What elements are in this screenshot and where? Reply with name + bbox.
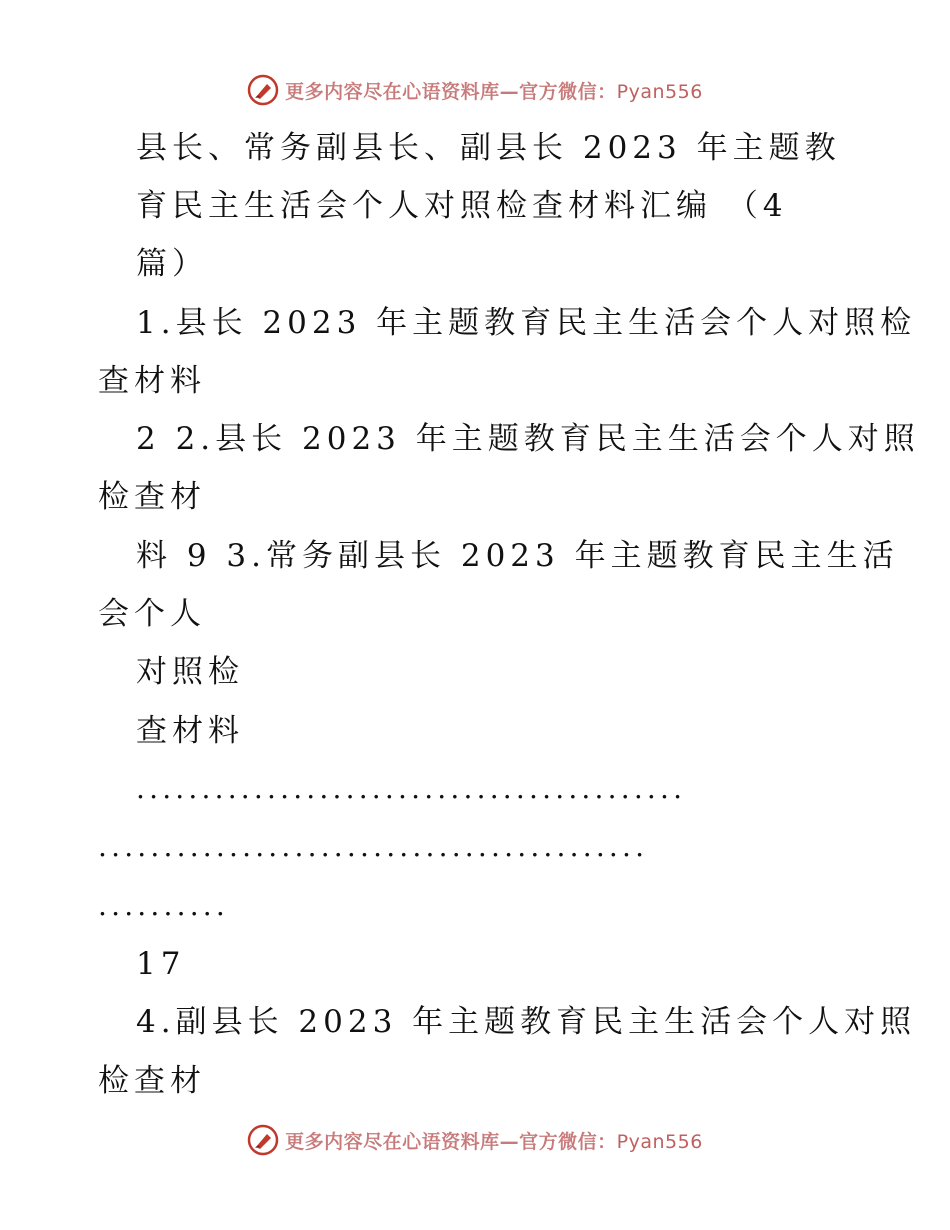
toc-item-4-cont: 检查材 bbox=[98, 1063, 206, 1099]
toc-leader-dots-2: .......................................... bbox=[98, 830, 649, 863]
wechat-id: Pyan556 bbox=[616, 1130, 703, 1153]
toc-item-4: 4.副县长 2023 年主题教育民主生活会个人对照 bbox=[136, 1004, 917, 1040]
footer-watermark-banner bbox=[0, 1120, 950, 1160]
wechat-id: Pyan556 bbox=[616, 80, 703, 103]
toc-page-number: 17 bbox=[136, 946, 186, 982]
banner-text: 更多内容尽在心语资料库—官方微信：Pyan556 bbox=[285, 80, 703, 103]
toc-item-3-cont: 会个人 bbox=[98, 596, 206, 632]
toc-item-3-cont-2: 对照检 bbox=[136, 654, 244, 690]
toc-item-3: 料 9 3.常务副县长 2023 年主题教育民主生活 bbox=[136, 538, 899, 574]
pen-logo-icon bbox=[247, 1124, 279, 1156]
title-line-1: 县长、常务副县长、副县长 2023 年主题教 bbox=[136, 130, 841, 166]
toc-leader-dots-1: .......................................... bbox=[136, 772, 687, 805]
title-line-3: 篇） bbox=[136, 246, 208, 282]
banner-text: 更多内容尽在心语资料库—官方微信：Pyan556 bbox=[285, 1130, 703, 1153]
toc-item-1: 1.县长 2023 年主题教育民主生活会个人对照检 bbox=[136, 305, 917, 341]
toc-item-2-cont: 检查材 bbox=[98, 479, 206, 515]
toc-item-3-cont-3: 查材料 bbox=[136, 713, 244, 749]
title-line-2: 育民主生活会个人对照检查材料汇编 （4 bbox=[136, 188, 788, 224]
toc-item-1-cont: 查材料 bbox=[98, 363, 206, 399]
toc-item-2: 2 2.县长 2023 年主题教育民主生活会个人对照 bbox=[136, 421, 920, 457]
toc-leader-dots-3: .......... bbox=[98, 889, 230, 922]
